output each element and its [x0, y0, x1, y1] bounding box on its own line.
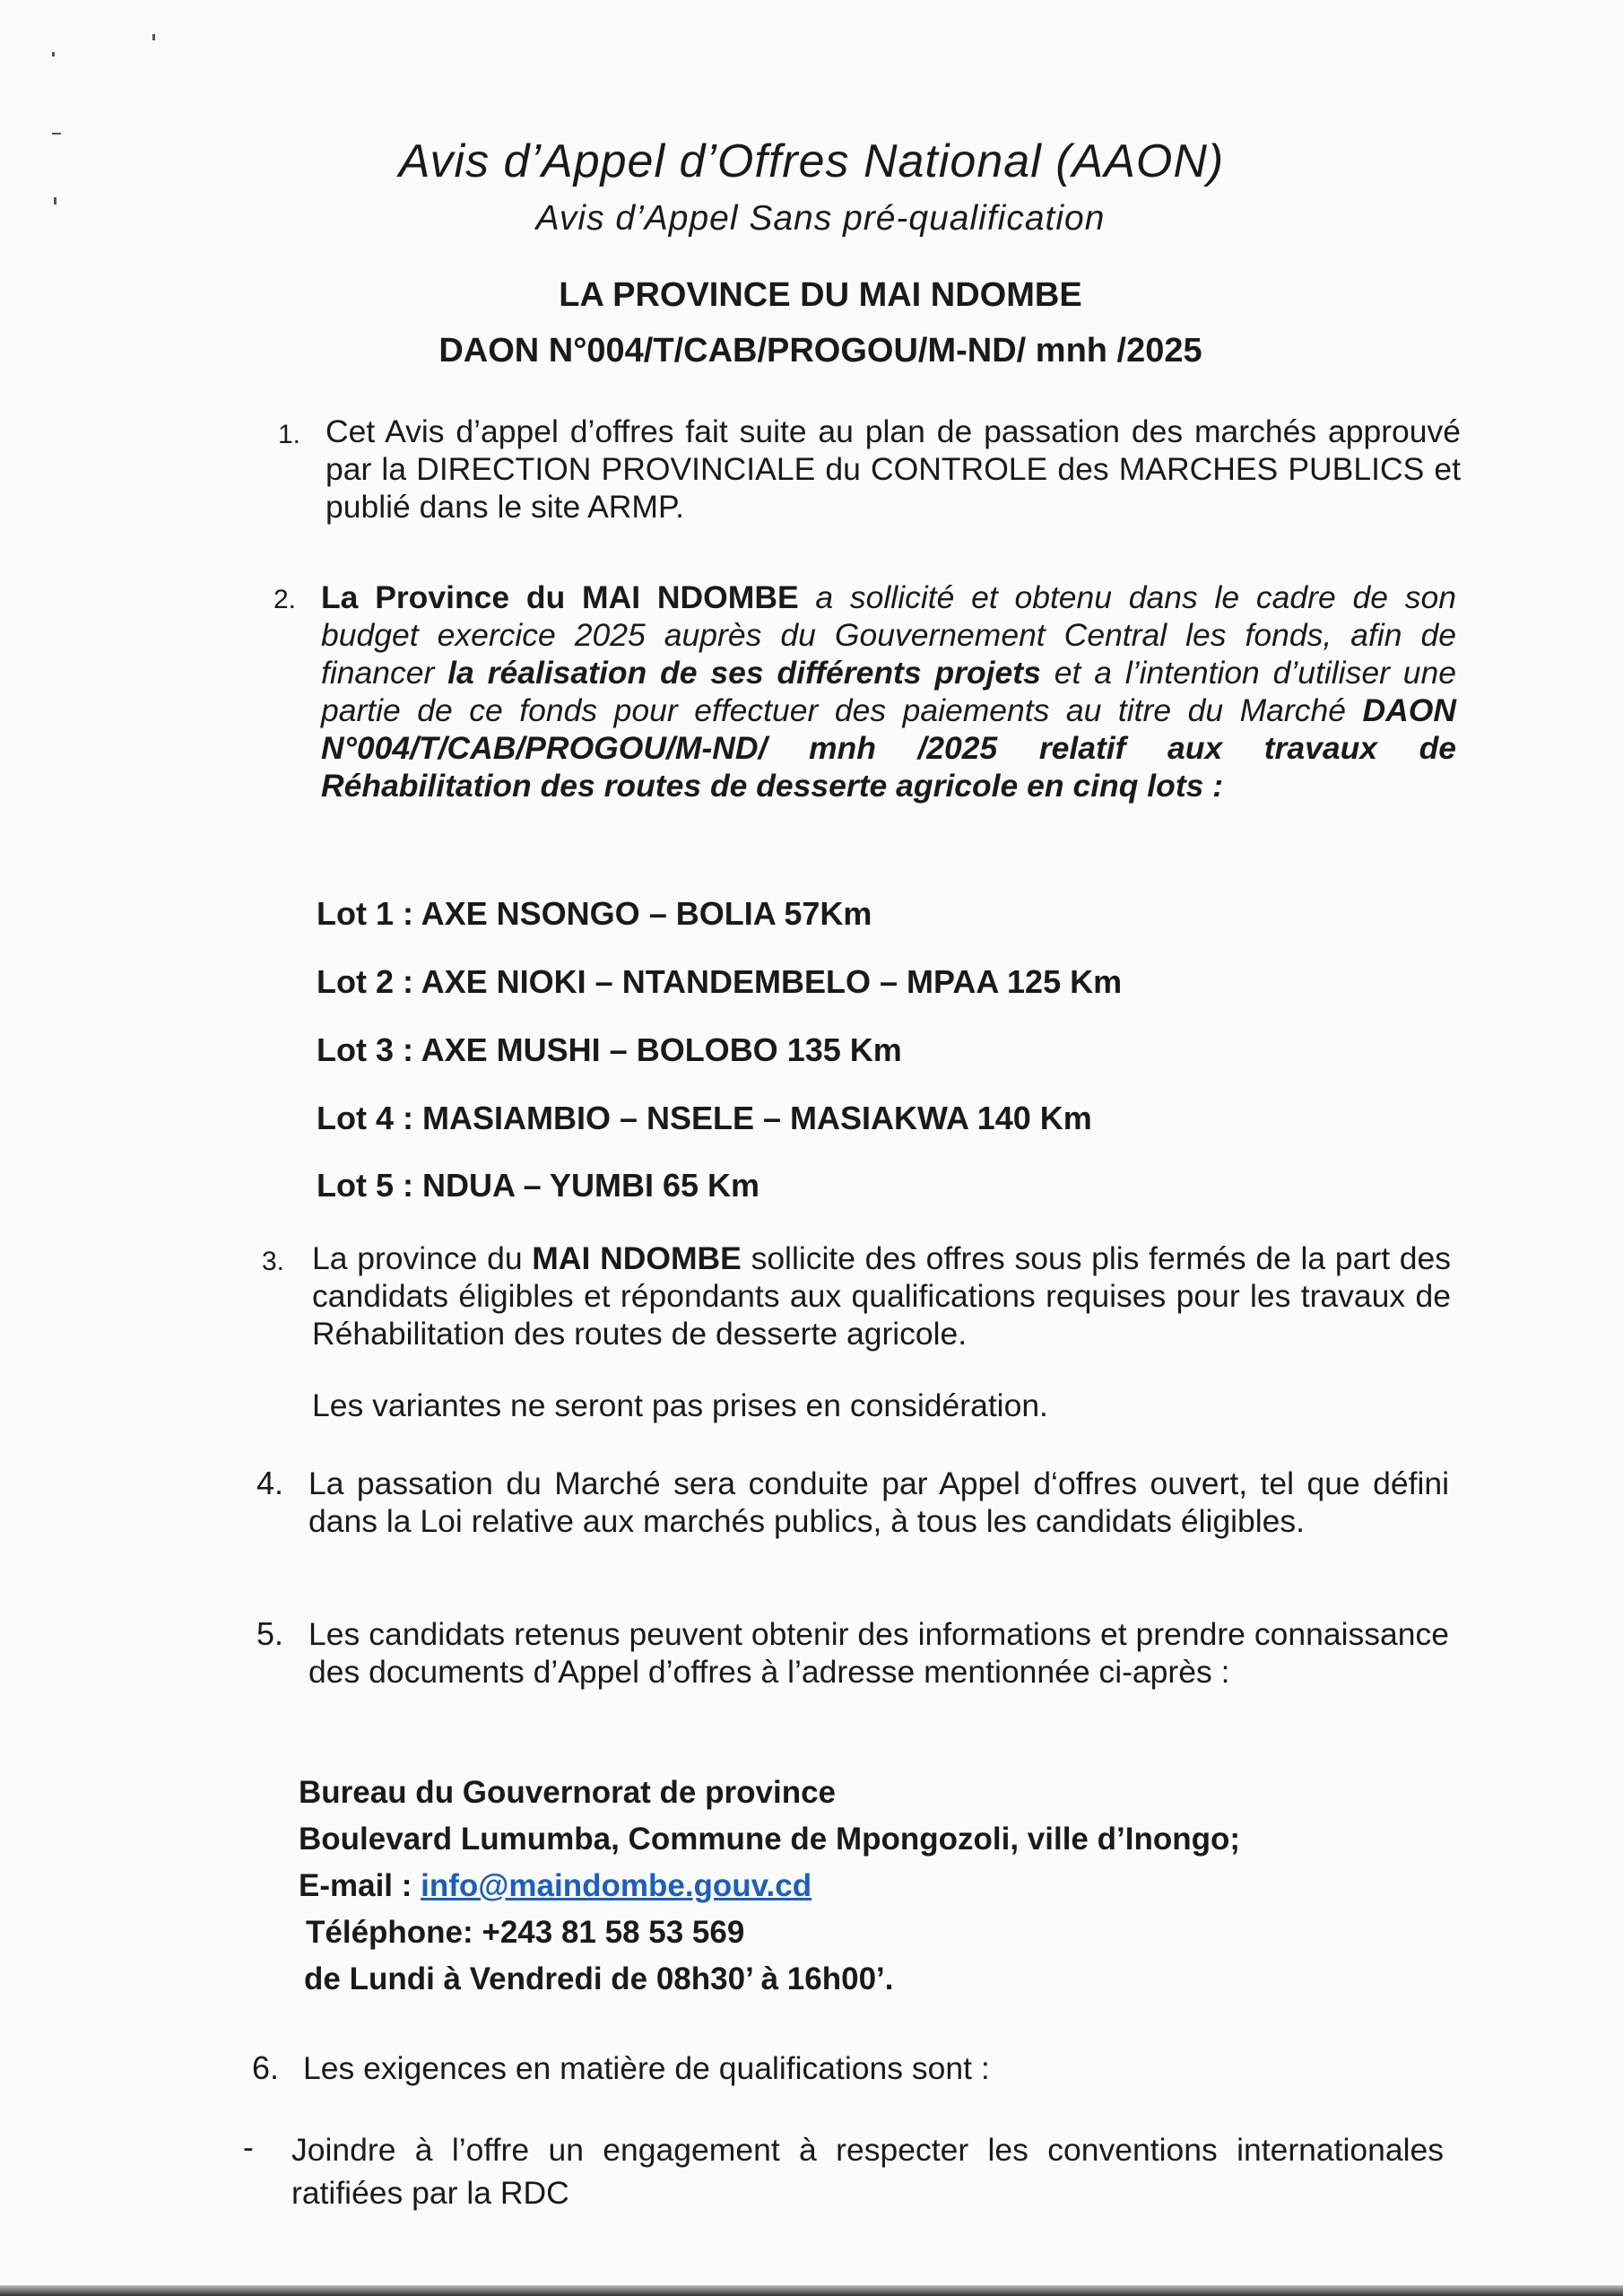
- province-name: La Province du MAI NDOMBE: [321, 579, 799, 615]
- market-reference: DAON N°004/T/CAB/PROGOU/M-ND/ mnh /2025 relatif aux travaux de Réhabilitation des routes de desserte agricole en cinq lots :: [321, 692, 1456, 804]
- office-name: Bureau du Gouvernorat de province: [299, 1775, 836, 1810]
- item-number: 2.: [273, 585, 297, 614]
- authority-heading: LA PROVINCE DU MAI NDOMBE: [559, 276, 1082, 314]
- text-run: sollicite des offres sous plis fermés de la part des candidats éligibles et répondants aux qualifications requises pour les travaux de Réhabilitation des routes de desserte agricole.: [312, 1240, 1452, 1352]
- email-line: [299, 1863, 1240, 1909]
- item-number: 5.: [256, 1615, 284, 1652]
- item-2-text: [321, 578, 1456, 804]
- address-block: [299, 1770, 1240, 2003]
- scan-mark: [52, 52, 55, 57]
- text-run: la réalisation de ses différents projets: [447, 655, 1041, 691]
- item-3-text: [312, 1239, 1451, 1352]
- reference-heading: DAON N°004/T/CAB/PROGOU/M-ND/ mnh /2025: [438, 332, 1202, 370]
- item-6-text: Les exigences en matière de qualifications sont :: [303, 2050, 990, 2086]
- item-4-text: La passation du Marché sera conduite par Appel d‘offres ouvert, tel que défini dans la Loi relative aux marchés publics, à tous les candidats éligibles.: [308, 1465, 1449, 1539]
- email-label: E-mail :: [299, 1868, 421, 1903]
- text-run: et a l’intention d’utiliser une partie de ce fonds pour effectuer des paiements au titre du Marché: [321, 655, 1456, 728]
- phone-number: Téléphone: +243 81 58 53 569: [306, 1915, 745, 1950]
- list-dash: -: [243, 2129, 254, 2165]
- email-link[interactable]: info@maindombe.gouv.cd: [421, 1868, 812, 1903]
- item-number: 1.: [278, 420, 301, 449]
- item-1-text: Cet Avis d’appel d’offres fait suite au plan de passation des marchés approuvé par la DIRECTION PROVINCIALE du CONTROLE des MARCHES PUBLICS et publié dans le site ARMP.: [325, 413, 1461, 525]
- scan-mark: [152, 34, 155, 40]
- text-run: La province du: [312, 1240, 533, 1276]
- item-5-text: Les candidats retenus peuvent obtenir des informations et prendre connaissance des documents d’Appel d’offres à l’adresse mentionnée ci-après :: [308, 1616, 1449, 1690]
- scan-bottom-edge: [0, 2285, 1623, 2296]
- variants-note: Les variantes ne seront pas prises en considération.: [312, 1387, 1048, 1423]
- office-hours: de Lundi à Vendredi de 08h30’ à 16h00’.: [304, 1961, 894, 1996]
- item-number: 3.: [262, 1247, 285, 1276]
- text-run: a sollicité et obtenu dans le cadre de son budget exercice 2025 auprès du Gouvernement Central les fonds, afin de financer: [321, 579, 1456, 691]
- lot-item: Lot 4 : MASIAMBIO – NSELE – MASIAKWA 140 Km: [317, 1100, 1092, 1136]
- document-title: Avis d’Appel d’Offres National (AAON): [398, 135, 1225, 187]
- document-subtitle: Avis d’Appel Sans pré-qualification: [535, 199, 1106, 238]
- lot-item: Lot 1 : AXE NSONGO – BOLIA 57Km: [317, 895, 872, 932]
- street-address: Boulevard Lumumba, Commune de Mpongozoli, ville d’Inongo;: [299, 1822, 1240, 1857]
- province-name: MAI NDOMBE: [532, 1240, 742, 1276]
- lot-item: Lot 2 : AXE NIOKI – NTANDEMBELO – MPAA 125 Km: [317, 963, 1123, 1000]
- item-number: 6.: [252, 2049, 280, 2086]
- requirement-1-text: Joindre à l’offre un engagement à respecter les conventions internationales ratifiées par la RDC: [291, 2132, 1444, 2211]
- item-number: 4.: [256, 1465, 284, 1501]
- lot-item: Lot 3 : AXE MUSHI – BOLOBO 135 Km: [317, 1031, 902, 1068]
- lot-item: Lot 5 : NDUA – YUMBI 65 Km: [317, 1167, 760, 1204]
